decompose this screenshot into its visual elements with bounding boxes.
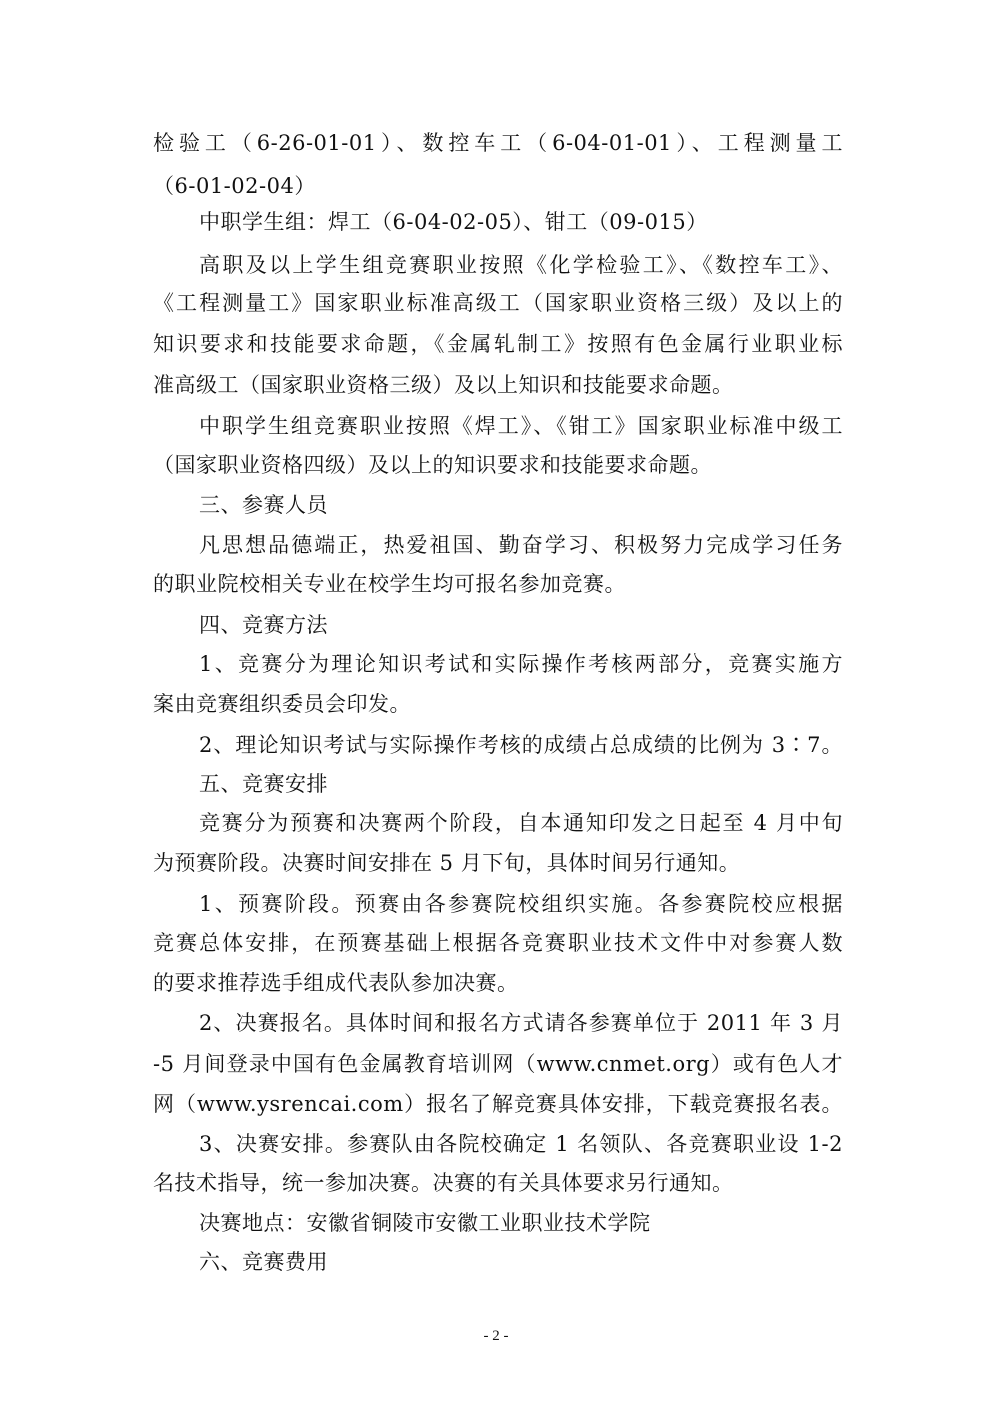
- text-line: 案由竞赛组织委员会印发。: [153, 692, 411, 716]
- text-line: 3、决赛安排。参赛队由各院校确定 1 名领队、各竞赛职业设 1-2: [199, 1132, 843, 1156]
- text-line: 的职业院校相关专业在校学生均可报名参加竞赛。: [153, 572, 626, 596]
- section-heading: 三、参赛人员: [199, 493, 328, 517]
- text-line: 中职学生组：焊工（6-04-02-05）、钳工（09-015）: [199, 210, 708, 234]
- text-line: （国家职业资格四级）及以上的知识要求和技能要求命题。: [153, 453, 712, 477]
- text-line: 名技术指导，统一参加决赛。决赛的有关具体要求另行通知。: [153, 1171, 734, 1195]
- text-line: 凡思想品德端正，热爱祖国、勤奋学习、积极努力完成学习任务: [199, 533, 843, 557]
- page-number: - 2 -: [483, 1328, 509, 1344]
- text-line: 准高级工（国家职业资格三级）及以上知识和技能要求命题。: [153, 373, 734, 397]
- section-heading: 五、竞赛安排: [199, 772, 328, 796]
- text-line: 2、决赛报名。具体时间和报名方式请各参赛单位于 2011 年 3 月: [199, 1011, 843, 1035]
- text-line: 中职学生组竞赛职业按照《焊工》、《钳工》国家职业标准中级工: [199, 414, 843, 438]
- text-line: 2、理论知识考试与实际操作考核的成绩占总成绩的比例为 3∶7。: [199, 733, 843, 757]
- text-line: 竞赛分为预赛和决赛两个阶段，自本通知印发之日起至 4 月中旬: [199, 811, 843, 835]
- text-line: 竞赛总体安排，在预赛基础上根据各竞赛职业技术文件中对参赛人数: [153, 931, 843, 955]
- text-line: 高职及以上学生组竞赛职业按照《化学检验工》、《数控车工》、: [199, 253, 843, 277]
- text-line: 网（www.ysrencai.com）报名了解竞赛具体安排，下载竞赛报名表。: [153, 1092, 843, 1116]
- text-line: 检验工（6-26-01-01）、数控车工（6-04-01-01）、工程测量工: [153, 131, 843, 155]
- text-line: 《工程测量工》国家职业标准高级工（国家职业资格三级）及以上的: [153, 291, 843, 315]
- text-line: 1、预赛阶段。预赛由各参赛院校组织实施。各参赛院校应根据: [199, 892, 843, 916]
- text-line: 的要求推荐选手组成代表队参加决赛。: [153, 971, 519, 995]
- section-heading: 四、竞赛方法: [199, 613, 328, 637]
- text-line: 为预赛阶段。决赛时间安排在 5 月下旬，具体时间另行通知。: [153, 851, 741, 875]
- text-line: （6-01-02-04）: [153, 174, 316, 198]
- text-line: -5 月间登录中国有色金属教育培训网（www.cnmet.org）或有色人才: [153, 1052, 843, 1076]
- text-line: 1、竞赛分为理论知识考试和实际操作考核两部分，竞赛实施方: [199, 652, 843, 676]
- section-heading: 六、竞赛费用: [199, 1250, 328, 1274]
- text-line: 知识要求和技能要求命题，《金属轧制工》按照有色金属行业职业标: [153, 332, 843, 356]
- text-line: 决赛地点：安徽省铜陵市安徽工业职业技术学院: [199, 1211, 651, 1235]
